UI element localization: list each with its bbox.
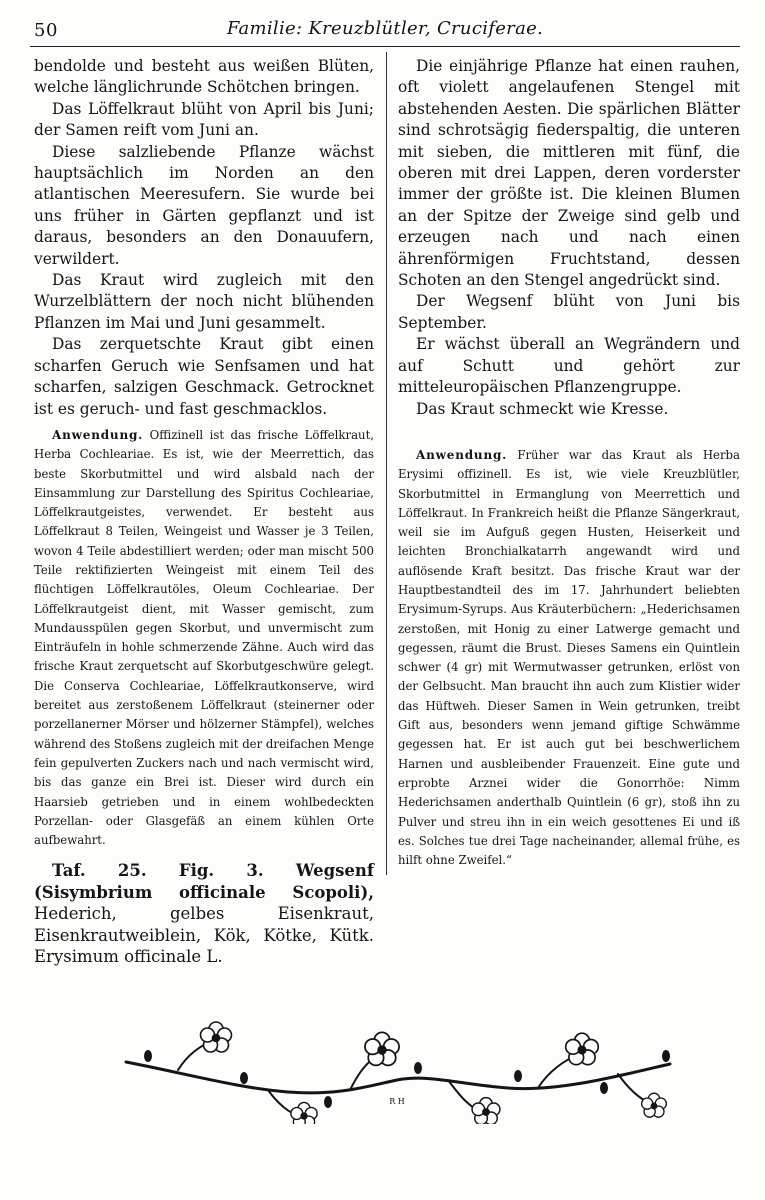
usage-text: Offizinell ist das frische Löffelkraut, Herba Cochleariae. Es ist, wie der Meerrettich, das beste Skorbutmittel und wird alsbald nach der Einsammlung zur Darstellung des Spiritus Cochleariae, Löffelkrautgeistes, verwendet. Er besteht aus Löffelkraut 8 Teilen, Weingeist und Wasser je 3 Teilen, wovon 4 Teile abdestilliert werden; oder man mischt 500 Teile rektifizierten Weingeist mit einem Teil des flüchtigen Löffelkrautöles, Oleum Cochleariae. Der Löffelkrautgeist dient, mit Wasser gemischt, zum Mundausspülen gegen Skorbut, und unvermischt zum Einträufeln in hohle schmerzende Zähne. Auch wird das frische Kraut zerquetscht auf Skorbutgeschwüre gelegt. Die Conserva Cochleariae, Löffelkrautkonserve, wird bereitet aus zerstoßenem Löffelkraut (steinerner oder porzellanerner Mörser und hölzerner Stämpfel), welches während des Stoßens zugleich mit der dreifachen Menge fein gepulverten Zuckers nach und nach vermischt wird, bis das ganze ein Brei ist. Dieser wird durch ein Haarsieb getrieben und in einem wohlbedeckten Porzellan- oder Glasgefäß an einem kühlen Orte aufbewahrt. — [34, 427, 374, 848]
paragraph: Das Kraut wird zugleich mit den Wurzelblättern der noch nicht blühenden Pflanzen im Mai und Juni gesammelt. — [34, 271, 374, 332]
paragraph: Diese salzliebende Pflanze wächst hauptsächlich im Norden an den atlantischen Meeresufern. Sie wurde bei uns früher in Gärten gepflanzt und ist daraus, besonders an den Donauufern, verwildert. — [34, 142, 374, 268]
paragraph: Das Löffelkraut blüht von April bis Juni; der Samen reift vom Juni an. — [34, 99, 374, 140]
entry-heading: Taf. 25. Fig. 3. Wegsenf (Sisymbrium officinale Scopoli), — [34, 861, 374, 902]
running-head: Familie: Kreuzblütler, Cruciferae. — [226, 18, 544, 39]
usage-text: Früher war das Kraut als Herba Erysimi offizinell. Es ist, wie viele Kreuzblütler, Skorbutmittel in Ermanglung von Meerrettich und Löffelkraut. In Frankreich heißt die Pflanze Sängerkraut, weil sie im Aufguß gegen Husten, Heiserkeit und leichten Bronchialkatarrh angewandt wird und auflösende Kraft besitzt. Das frische Kraut war der Hauptbestandteil des im 17. Jahrhundert beliebten Erysimum-Syrups. Aus Kräuterbüchern: „Hederichsamen zerstoßen, mit Honig zu einer Latwerge gemacht und gegessen, räumt die Brust. Dieses Samens ein Quintlein schwer (4 gr) mit Wermutwasser getrunken, erlöst von der Gelbsucht. Man braucht ihn auch zum Klistier wider das Hüftweh. Dieser Samen in Wein getrunken, treibt Gift aus, besonders wenn jemand giftige Schwämme gegessen hat. Er ist auch gut bei beschwerlichem Harnen und ausbleibender Frauenzeit. Eine gute und erprobte Arznei wider die Gonorrhöe: Nimm Hederichsamen anderthalb Quintlein (6 gr), stoß ihn zu Pulver und streu ihn in ein weich gesottenes Ei und iß es. Solches tue drei Tage nacheinander, allemal frühe, es hilft ohne Zweifel.“ — [398, 447, 741, 868]
species-entry — [34, 860, 374, 968]
right-body — [398, 56, 740, 420]
usage-note — [398, 446, 740, 871]
header-rule — [30, 46, 740, 47]
paragraph: bendolde und besteht aus weißen Blüten, welche länglichrunde Schötchen bringen. — [34, 57, 374, 97]
page-number: 50 — [34, 20, 58, 41]
column-rule — [386, 52, 387, 875]
paragraph: Die einjährige Pflanze hat einen rauhen, oft violett angelaufenen Stengel mit abstehenden Aesten. Die spärlichen Blätter sind schrotsägig fiederspaltig, die unteren mit sieben, die mittleren mit fünf, die oberen mit drei Lappen, deren vorderster immer der größte ist. Die kleinen Blumen an der Spitze der Zweige sind gelb und erzeugen nach und nach einen ährenförmigen Fruchtstand, dessen Schoten an den Stengel angedrückt sind. — [398, 57, 740, 290]
page-header — [30, 14, 740, 44]
usage-lead: Anwendung. — [52, 427, 144, 442]
entry-text: Hederich, gelbes Eisenkraut, Eisenkrautweiblein, Kök, Kötke, Kütk. Erysimum officinale L. — [34, 904, 374, 967]
ornament-monogram: R H — [389, 1097, 405, 1106]
paragraph: Er wächst überall an Wegrändern und auf Schutt und gehört zur mitteleuropäischen Pflanzengruppe. — [398, 335, 740, 397]
blossom-branch-icon — [118, 1016, 676, 1124]
usage-lead: Anwendung. — [416, 447, 508, 462]
paragraph: Das Kraut schmeckt wie Kresse. — [416, 399, 669, 418]
paragraph: Der Wegsenf blüht von Juni bis September. — [398, 292, 740, 332]
usage-note — [34, 426, 374, 851]
left-body — [34, 56, 374, 420]
paragraph: Das zerquetschte Kraut gibt einen scharfen Geruch wie Senfsamen und hat scharfen, salzigen Geschmack. Getrocknet ist es geruch- und fast geschmacklos. — [34, 335, 374, 418]
left-column — [34, 56, 374, 968]
right-column — [398, 56, 740, 870]
